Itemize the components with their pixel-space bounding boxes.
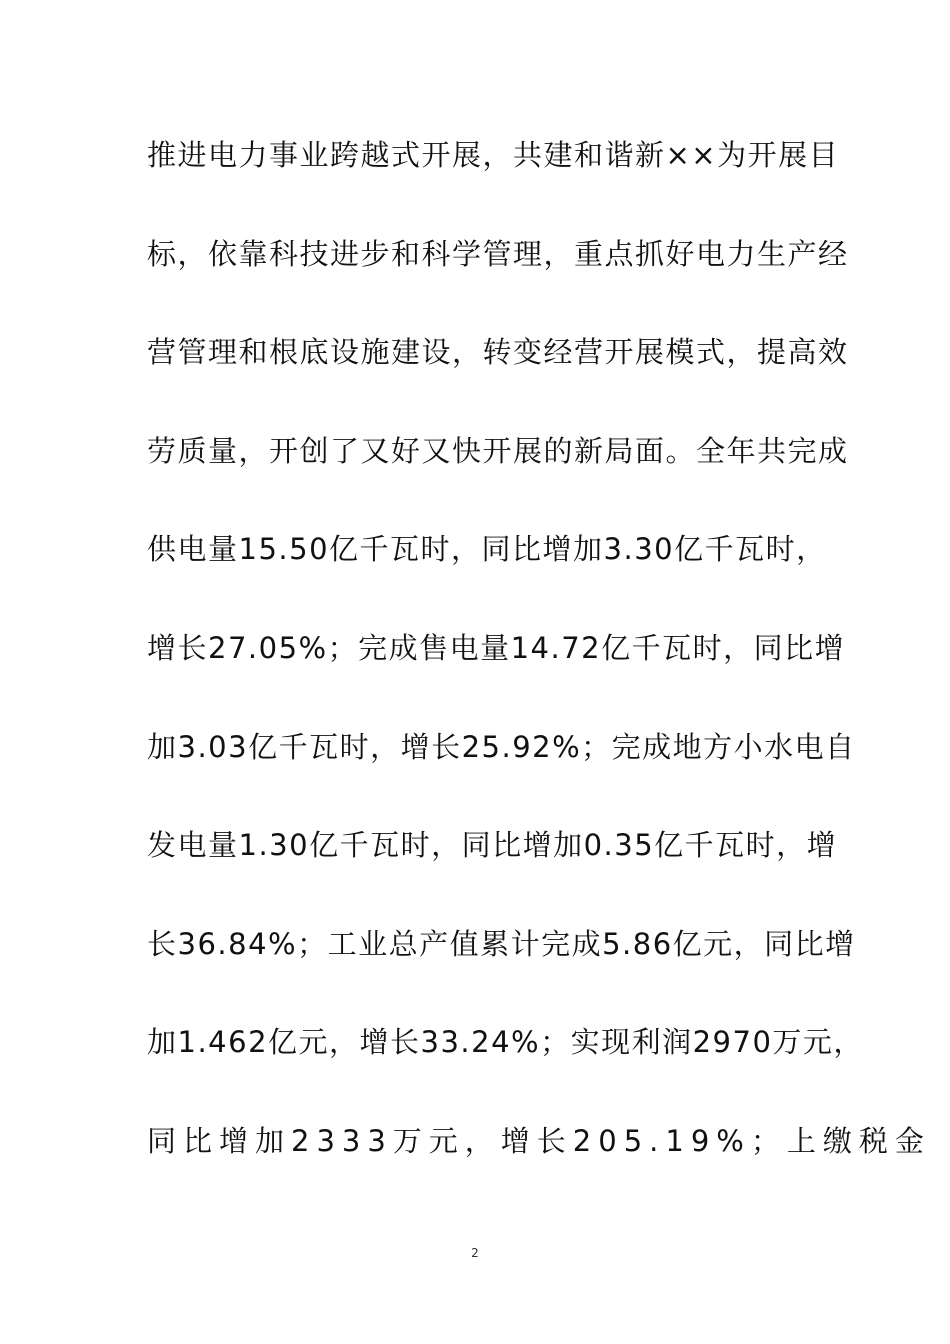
text-line: 标，依靠科技进步和科学管理，重点抓好电力生产经 bbox=[147, 236, 849, 271]
text-line: 劳质量，开创了又好又快开展的新局面。全年共完成 bbox=[147, 433, 849, 468]
text-line: 加1.462亿元，增长33.24%；实现利润2970万元， bbox=[147, 1025, 864, 1060]
text-line: 发电量1.30亿千瓦时，同比增加0.35亿千瓦时，增 bbox=[147, 828, 838, 863]
text-line: 营管理和根底设施建设，转变经营开展模式，提高效 bbox=[147, 335, 849, 370]
text-line: 增长27.05%；完成售电量14.72亿千瓦时，同比增 bbox=[147, 630, 846, 665]
text-line: 同比增加2333万元，增长205.19%；上缴税金 bbox=[147, 1123, 931, 1158]
text-line: 供电量15.50亿千瓦时，同比增加3.30亿千瓦时， bbox=[147, 532, 827, 567]
page-number: 2 bbox=[471, 1246, 479, 1260]
body-paragraph bbox=[147, 130, 931, 1215]
text-line: 长36.84%；工业总产值累计完成5.86亿元，同比增 bbox=[147, 926, 856, 961]
text-line: 推进电力事业跨越式开展，共建和谐新××为开展目 bbox=[147, 138, 840, 172]
text-line: 加3.03亿千瓦时，增长25.92%；完成地方小水电自 bbox=[147, 729, 856, 764]
